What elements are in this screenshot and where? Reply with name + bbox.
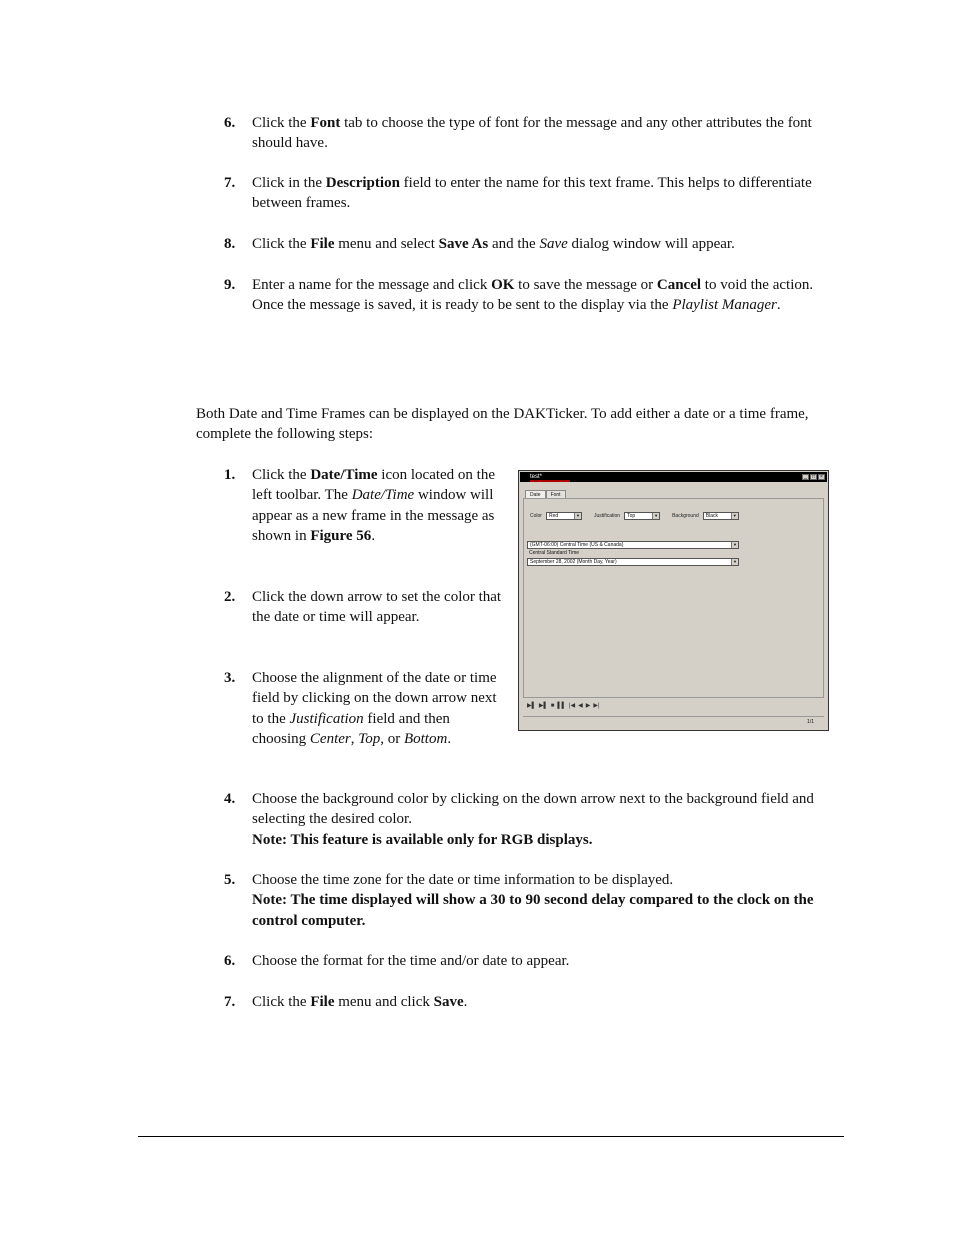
step-number: 6.	[224, 953, 236, 969]
minimize-button[interactable]: _	[802, 474, 809, 480]
note: Note: This feature is available only for RGB displays.	[252, 831, 593, 848]
step-6-bottom	[224, 951, 844, 971]
color-select[interactable]	[546, 512, 582, 520]
chevron-down-icon[interactable]: ▼	[574, 513, 581, 519]
step-text: Click the File menu and click Save.	[252, 994, 468, 1010]
background-label: Background	[672, 513, 699, 519]
pause-icon[interactable]: ▌▌	[557, 703, 566, 709]
previous-frame-icon[interactable]: ◀	[578, 703, 583, 709]
step-1	[224, 465, 506, 547]
step-number: 5.	[224, 872, 236, 888]
chevron-down-icon[interactable]: ▼	[731, 542, 738, 548]
justification-value: Top	[627, 513, 636, 519]
maximize-button[interactable]: □	[811, 474, 816, 480]
standard-time-label: Central Standard Time	[529, 550, 580, 556]
step-7	[224, 173, 844, 214]
chevron-down-icon[interactable]: ▼	[652, 513, 659, 519]
step-text: Click the File menu and select Save As and the Save dialog window will appear.	[252, 236, 735, 252]
step-text: Click the Font tab to choose the type of font for the message and any other attributes the font should have.	[252, 115, 812, 152]
timezone-select[interactable]	[527, 541, 739, 549]
step-number: 9.	[224, 277, 236, 293]
step-7-bottom	[224, 992, 844, 1012]
step-4	[224, 789, 844, 850]
timezone-value: (GMT-06:00) Central Time (US & Canada)	[530, 542, 624, 548]
step-number: 6.	[224, 115, 236, 131]
tab-font[interactable]: Font	[546, 490, 566, 499]
playback-controls	[523, 700, 824, 712]
step-number: 4.	[224, 791, 236, 807]
status-bar	[523, 716, 824, 727]
step-number: 8.	[224, 236, 236, 252]
step-text: Choose the background color by clicking on the down arrow next to the background field and selecting the desired color. Note: This feature is available only for RGB displays.	[252, 789, 844, 850]
step-number: 7.	[224, 175, 236, 191]
step-text: Choose the alignment of the date or time field by clicking on the down arrow next to the Justification field and then choosing Center, Top, or Bottom.	[252, 670, 497, 748]
format-select[interactable]	[527, 558, 739, 566]
step-8	[224, 234, 844, 254]
color-value: Red	[548, 513, 559, 519]
stop-icon[interactable]: ■	[550, 703, 555, 709]
note: Note: The time displayed will show a 30 to 90 second delay compared to the clock on the control computer.	[252, 892, 814, 929]
step-number: 1.	[224, 467, 236, 483]
background-select[interactable]	[703, 512, 739, 520]
step-text: Enter a name for the message and click OK to save the message or Cancel to void the action. Once the message is saved, it is ready to be sent to the display via the Playlist Manager.	[252, 277, 814, 314]
step-text: Choose the time zone for the date or time information to be displayed. Note: The time displayed will show a 30 to 90 second delay compared to the clock on the control computer.	[252, 870, 844, 931]
tab-date[interactable]: Date	[525, 490, 546, 499]
play-start-icon[interactable]: ▶▌	[527, 703, 536, 709]
close-button[interactable]: ×	[818, 474, 825, 480]
step-6	[224, 113, 844, 154]
footer-rule	[138, 1136, 844, 1137]
step-5	[224, 870, 844, 931]
step-2	[224, 587, 506, 628]
page-indicator: 1/1	[807, 719, 814, 725]
step-text: Click in the Description field to enter the name for this text frame. This helps to differentiate between frames.	[252, 175, 812, 212]
justification-select[interactable]	[624, 512, 660, 520]
background-value: Black	[705, 513, 718, 519]
titlebar-accent	[530, 480, 570, 482]
intro-paragraph: Both Date and Time Frames can be displayed on the DAKTicker. To add either a date or a time frame, complete the following steps:	[196, 406, 809, 443]
play-icon[interactable]: ▶▌	[538, 703, 548, 709]
step-number: 2.	[224, 589, 236, 605]
window-titlebar	[520, 472, 827, 482]
window-controls	[802, 474, 825, 480]
chevron-down-icon[interactable]: ▼	[731, 513, 738, 519]
color-label: Color	[530, 513, 542, 519]
step-number: 3.	[224, 670, 236, 686]
step-3	[224, 668, 506, 750]
justification-label: Justification	[593, 513, 621, 519]
format-value: September 28, 2002 (Month Day, Year)	[530, 559, 617, 565]
window-title: test*	[530, 474, 543, 480]
step-9	[224, 275, 844, 316]
first-frame-icon[interactable]: |◀	[568, 703, 576, 709]
step-text: Choose the format for the time and/or date to appear.	[252, 953, 570, 969]
step-text: Click the down arrow to set the color that the date or time will appear.	[252, 589, 502, 626]
date-time-window-figure	[518, 470, 829, 731]
last-frame-icon[interactable]: ▶|	[593, 703, 600, 709]
date-tab-panel	[523, 498, 824, 698]
chevron-down-icon[interactable]: ▼	[731, 559, 738, 565]
next-frame-icon[interactable]: ▶	[585, 703, 591, 709]
step-text: Click the Date/Time icon located on the left toolbar. The Date/Time window will appear as a new frame in the message as shown in Figure 56.	[252, 467, 496, 545]
options-row	[530, 512, 739, 520]
step-number: 7.	[224, 994, 236, 1010]
